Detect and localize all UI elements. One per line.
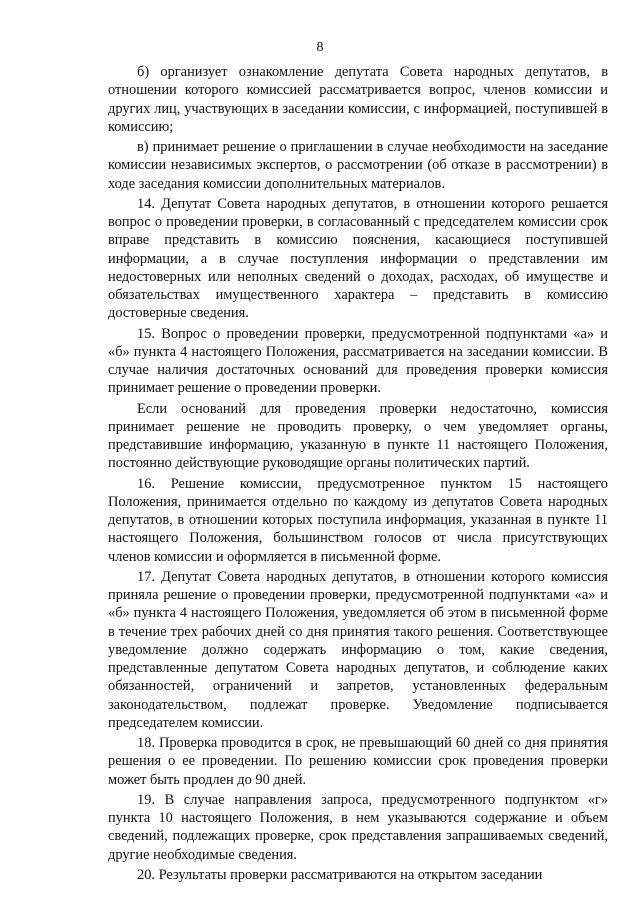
page-number: 8 — [316, 40, 324, 55]
paragraph-15: 15. Вопрос о проведении проверки, предусмотренной подпунктами «а» и «б» пункта 4 настоящего Положения, рассматривается на заседании комиссии. В случае наличия достаточных оснований для проведения проверки комиссия принимает решение о проведении проверки. — [108, 325, 608, 397]
paragraph-14: 14. Депутат Совета народных депутатов, в отношении которого решается вопрос о проведении проверки, в согласованный с председателем комиссии срок вправе представить в комиссию пояснения, касающиеся поступившей информации, а в случае поступления информации о представлении им недостоверных или неполных сведений о доходах, расходах, об имуществе и обязательствах имущественного характера – представить в комиссию достоверные сведения. — [108, 195, 608, 322]
paragraph-20: 20. Результаты проверки рассматриваются на открытом заседании — [137, 866, 543, 883]
paragraph-17: 17. Депутат Совета народных депутатов, в отношении которого комиссия приняла решение о проведении проверки, предусмотренной подпунктами «а» и «б» пункта 4 настоящего Положения, уведомляется об этом в письменной форме в течение трех рабочих дней со дня принятия такого решения. Соответствующее уведомление должно содержать информацию о том, какие сведения, представленные депутатом Совета народных депутатов, и соблюдение каких обязанностей, ограничений и запретов, установленных федеральным законодательством, подлежат проверке. Уведомление подписывается председателем комиссии. — [108, 568, 608, 731]
paragraph-18: 18. Проверка проводится в срок, не превышающий 60 дней со дня принятия решения о ее проведении. По решению комиссии срок проведения проверки может быть продлен до 90 дней. — [108, 735, 608, 788]
paragraph-item-b: б) организует ознакомление депутата Совета народных депутатов, в отношении которого комиссией рассматривается вопрос, членов комиссии и других лиц, участвующих в заседании комиссии, с информацией, поступившей в комиссию; — [108, 64, 608, 135]
paragraph-15-continued: Если оснований для проведения проверки недостаточно, комиссия принимает решение не проводить проверку, о чем уведомляет органы, представившие информацию, указанную в пункте 11 настоящего Положения, постоянно действующие руководящие органы политических партий. — [108, 400, 608, 472]
paragraph-19: 19. В случае направления запроса, предусмотренного подпунктом «г» пункта 10 настоящего Положения, в нем указываются содержание и объем сведений, подлежащих проверке, срок представления запрашиваемых сведений, другие необходимые сведения. — [108, 791, 608, 863]
paragraph-16: 16. Решение комиссии, предусмотренное пунктом 15 настоящего Положения, принимается отдельно по каждому из депутатов Совета народных депутатов, в отношении которых поступила информация, указанная в пункте 11 настоящего Положения, большинством голосов от числа присутствующих членов комиссии и оформляется в письменной форме. — [108, 475, 608, 565]
paragraph-item-v: в) принимает решение о приглашении в случае необходимости на заседание комиссии независимых экспертов, о рассмотрении (об отказе в рассмотрении) в ходе заседания комиссии дополнительных материалов. — [108, 139, 608, 192]
document-body — [108, 63, 608, 884]
